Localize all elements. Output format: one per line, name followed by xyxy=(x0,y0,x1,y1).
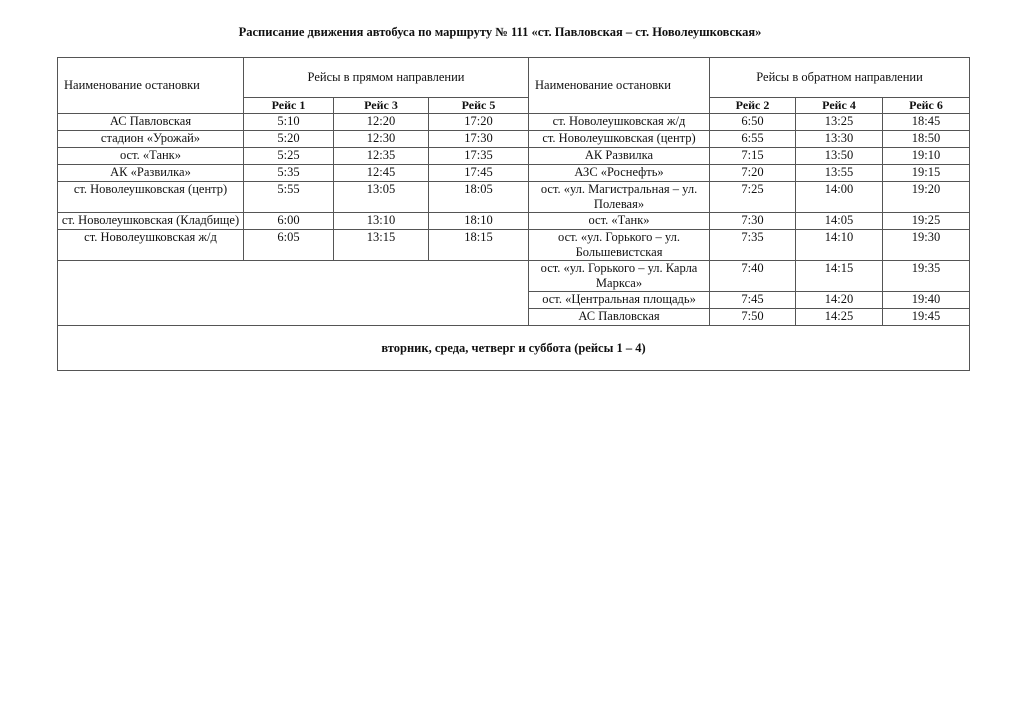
backward-time: 7:35 xyxy=(710,230,796,261)
backward-stop-name: ст. Новолеушковская ж/д xyxy=(529,114,710,131)
backward-time: 13:50 xyxy=(796,148,883,165)
backward-stop-name: АС Павловская xyxy=(529,309,710,326)
forward-time: 5:25 xyxy=(244,148,334,165)
forward-time: 18:15 xyxy=(429,230,529,261)
backward-time: 14:10 xyxy=(796,230,883,261)
forward-stop-header: Наименование остановки xyxy=(58,58,244,114)
backward-time: 19:40 xyxy=(883,292,970,309)
forward-time: 5:35 xyxy=(244,165,334,182)
forward-time: 17:45 xyxy=(429,165,529,182)
forward-time: 13:10 xyxy=(334,213,429,230)
backward-time: 6:55 xyxy=(710,131,796,148)
backward-time: 18:45 xyxy=(883,114,970,131)
forward-stop-name: АК «Развилка» xyxy=(58,165,244,182)
backward-time: 18:50 xyxy=(883,131,970,148)
table-row xyxy=(58,261,970,292)
footer-note: вторник, среда, четверг и суббота (рейсы 1 – 4) xyxy=(58,326,970,371)
backward-time: 7:25 xyxy=(710,182,796,213)
forward-time: 18:10 xyxy=(429,213,529,230)
backward-time: 7:30 xyxy=(710,213,796,230)
forward-trip-header: Рейс 3 xyxy=(334,98,429,114)
forward-time: 12:20 xyxy=(334,114,429,131)
forward-time: 6:05 xyxy=(244,230,334,261)
backward-trip-header: Рейс 2 xyxy=(710,98,796,114)
forward-stop-name: ст. Новолеушковская (центр) xyxy=(58,182,244,213)
forward-time: 6:00 xyxy=(244,213,334,230)
forward-time: 12:30 xyxy=(334,131,429,148)
table-row xyxy=(58,148,970,165)
backward-time: 19:25 xyxy=(883,213,970,230)
forward-stop-name: стадион «Урожай» xyxy=(58,131,244,148)
backward-stop-name: АЗС «Роснефть» xyxy=(529,165,710,182)
forward-empty-area xyxy=(58,261,529,326)
table-row xyxy=(58,114,970,131)
backward-stop-name: ост. «Танк» xyxy=(529,213,710,230)
backward-time: 7:40 xyxy=(710,261,796,292)
forward-time: 17:30 xyxy=(429,131,529,148)
forward-stop-name: ст. Новолеушковская ж/д xyxy=(58,230,244,261)
backward-time: 19:20 xyxy=(883,182,970,213)
table-row xyxy=(58,165,970,182)
backward-stop-name: ост. «ул. Горького – ул. Большевистская xyxy=(529,230,710,261)
backward-time: 19:15 xyxy=(883,165,970,182)
backward-time: 14:05 xyxy=(796,213,883,230)
forward-time: 18:05 xyxy=(429,182,529,213)
forward-time: 5:10 xyxy=(244,114,334,131)
forward-time: 5:20 xyxy=(244,131,334,148)
forward-time: 13:15 xyxy=(334,230,429,261)
backward-time: 19:35 xyxy=(883,261,970,292)
backward-direction-header: Рейсы в обратном направлении xyxy=(710,58,970,98)
footer-row xyxy=(58,326,970,371)
backward-stop-name: ост. «Центральная площадь» xyxy=(529,292,710,309)
backward-time: 14:20 xyxy=(796,292,883,309)
backward-stop-header: Наименование остановки xyxy=(529,58,710,114)
backward-stop-name: ост. «ул. Горького – ул. Карла Маркса» xyxy=(529,261,710,292)
forward-trip-header: Рейс 5 xyxy=(429,98,529,114)
document-title: Расписание движения автобуса по маршруту № 111 «ст. Павловская – ст. Новолеушковская» xyxy=(238,25,762,39)
forward-trip-header: Рейс 1 xyxy=(244,98,334,114)
backward-time: 7:45 xyxy=(710,292,796,309)
backward-time: 19:10 xyxy=(883,148,970,165)
table-row xyxy=(58,230,970,261)
forward-time: 17:35 xyxy=(429,148,529,165)
backward-time: 14:00 xyxy=(796,182,883,213)
forward-stop-name: АС Павловская xyxy=(58,114,244,131)
table-row xyxy=(58,131,970,148)
backward-time: 7:15 xyxy=(710,148,796,165)
forward-time: 17:20 xyxy=(429,114,529,131)
forward-time: 13:05 xyxy=(334,182,429,213)
backward-time: 14:15 xyxy=(796,261,883,292)
backward-time: 19:45 xyxy=(883,309,970,326)
forward-stop-name: ост. «Танк» xyxy=(58,148,244,165)
backward-trip-header: Рейс 4 xyxy=(796,98,883,114)
backward-stop-name: ост. «ул. Магистральная – ул. Полевая» xyxy=(529,182,710,213)
backward-stop-name: ст. Новолеушковская (центр) xyxy=(529,131,710,148)
backward-time: 14:25 xyxy=(796,309,883,326)
table-row xyxy=(58,182,970,213)
forward-time: 12:45 xyxy=(334,165,429,182)
backward-time: 19:30 xyxy=(883,230,970,261)
table-row xyxy=(58,213,970,230)
forward-time: 5:55 xyxy=(244,182,334,213)
header-row xyxy=(58,58,970,98)
backward-time: 6:50 xyxy=(710,114,796,131)
backward-trip-header: Рейс 6 xyxy=(883,98,970,114)
backward-time: 13:55 xyxy=(796,165,883,182)
forward-direction-header: Рейсы в прямом направлении xyxy=(244,58,529,98)
backward-time: 7:50 xyxy=(710,309,796,326)
schedule-table xyxy=(57,57,970,371)
backward-time: 7:20 xyxy=(710,165,796,182)
backward-time: 13:25 xyxy=(796,114,883,131)
forward-stop-name: ст. Новолеушковская (Кладбище) xyxy=(58,213,244,230)
backward-stop-name: АК Развилка xyxy=(529,148,710,165)
forward-time: 12:35 xyxy=(334,148,429,165)
backward-time: 13:30 xyxy=(796,131,883,148)
